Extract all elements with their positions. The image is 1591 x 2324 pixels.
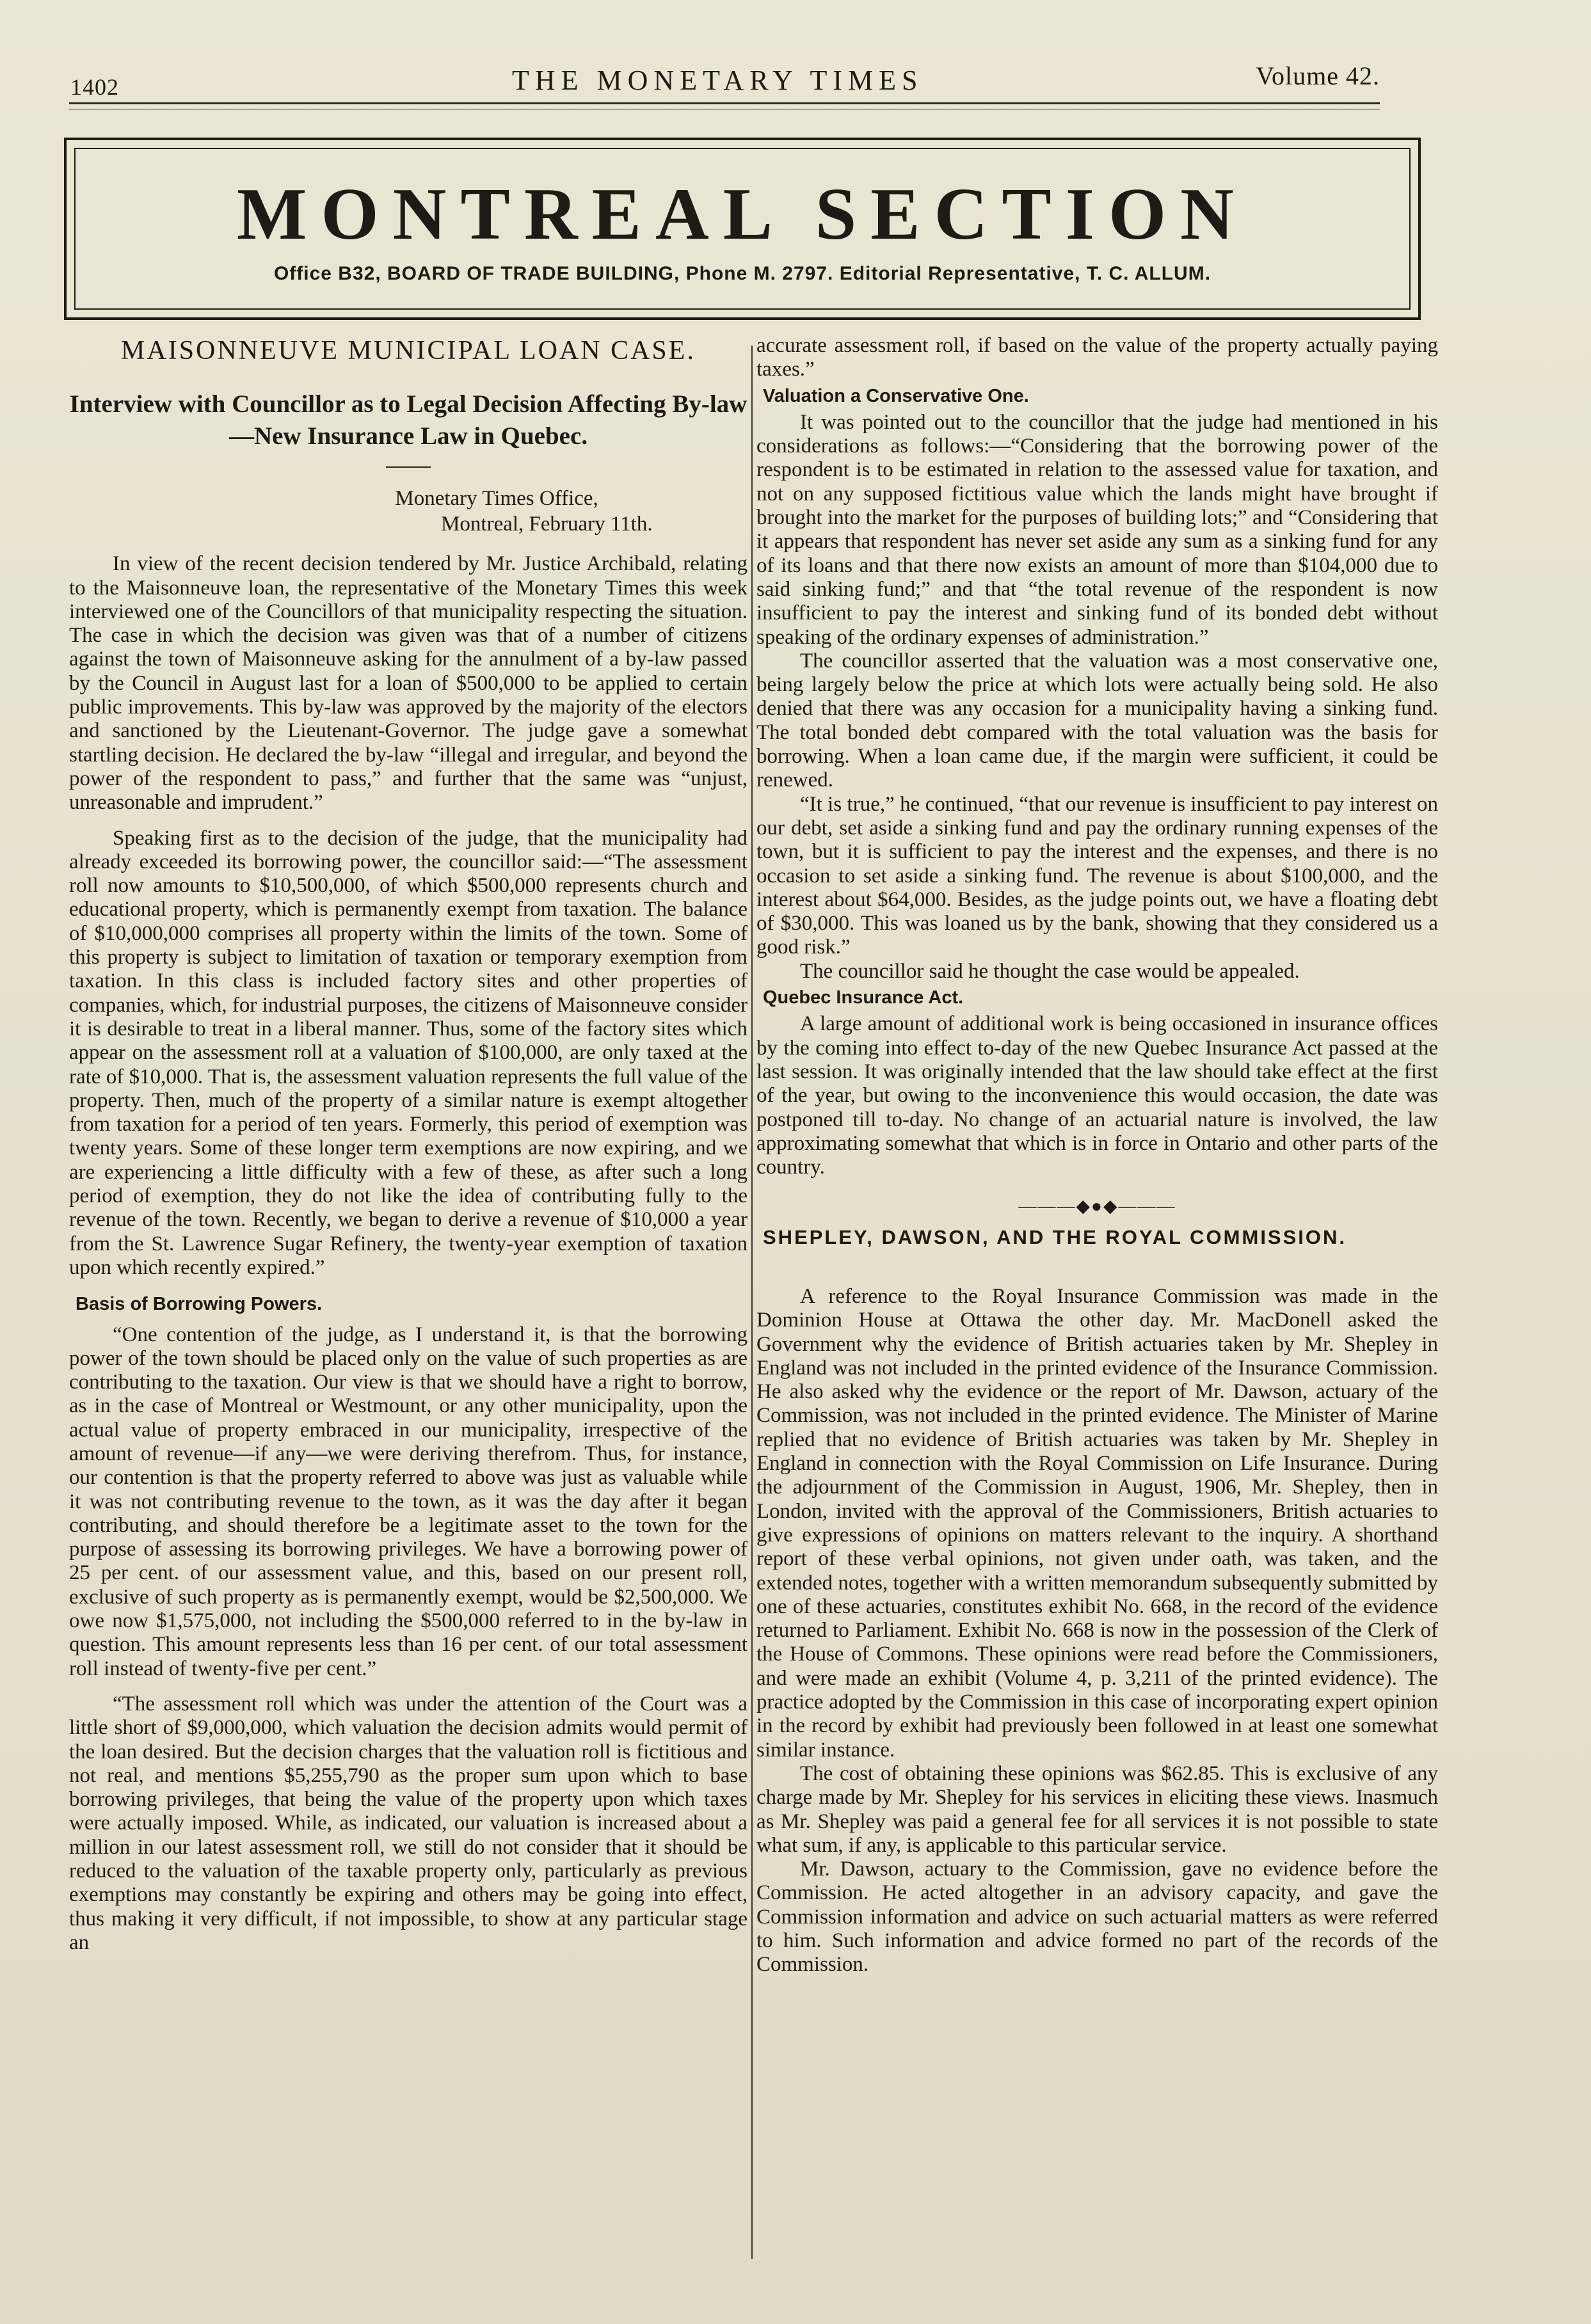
masthead: THE MONETARY TIMES xyxy=(512,65,923,96)
section-office-line: Office B32, BOARD OF TRADE BUILDING, Phone M. 2797. Editorial Representative, T. C. ALLUM. xyxy=(273,263,1211,284)
article-paragraph: The cost of obtaining these opinions was $62.85. This is exclusive of any charge made by Mr. Shepley for his services in eliciting these views. Inasmuch as Mr. Shepley was paid a general fee for all services it is not possible to state what sum, if any, is applicable to this particular service. xyxy=(756,1762,1438,1857)
subheading: Valuation a Conservative One. xyxy=(763,385,1029,406)
volume-label: Volume 42. xyxy=(1256,61,1380,90)
article-paragraph: Mr. Dawson, actuary to the Commission, gave no evidence before the Commission. He acted altogether in an advisory capacity, and gave the Commission information and advice on such actuarial matters as were referred to him. Such information and advice formed no part of the records of the Commission. xyxy=(756,1858,1438,1977)
column-divider xyxy=(751,346,753,2259)
article-paragraph: “One contention of the judge, as I understand it, is that the borrowing power of the town should be placed only on the value of such properties as are contributing to the taxation. Our view is that we should have a right to borrow, as in the case of Montreal or Westmount, or any other municipality, upon the actual value of property embraced in our municipality, irrespective of the amount of revenue—if any—we were deriving therefrom. Thus, for instance, our contention is that the property referred to above was just as valuable while it was not contributing revenue to the town, as it was the day after it began contributing, and should therefore be a legitimate asset to the town for the purpose of assessing its borrowing privileges. We have a borrowing power of 25 per cent. of our assessment value, and this, based on our present roll, exclusive of such property as is permanently exempt, would be $2,500,000. We owe now $1,575,000, not including the $500,000 referred to in the by-law in question. This amount represents less than 16 per cent. of our total assessment roll instead of twenty-five per cent.” xyxy=(69,1323,748,1680)
article-paragraph: “The assessment roll which was under the attention of the Court was a little short of $9,000,000, which valuation the decision admits would permit of the loan desired. But the decision charges that the valuation roll is fictitious and not real, and mentions $5,255,790 as the proper sum upon which to base borrowing privileges, that being the value of the property upon which taxes were actually imposed. While, as indicated, our valuation is increased about a million in our latest assessment roll, we still do not consider that it should be reduced to the valuation of the taxable property only, particularly as previous exemptions may constantly be expiring and others may be going into effect, thus making it very difficult, if not impossible, to show at any particular stage an xyxy=(69,1692,748,1954)
article-paragraph: “It is true,” he continued, “that our revenue is insufficient to pay interest on our debt, set aside a sinking fund and pay the ordinary running expenses of the town, but it is sufficient to pay the interest and the expenses, and there is no occasion to set aside a sinking fund. The revenue is about $100,000, and the interest about $64,000. Besides, as the judge points out, we have a floating debt of $30,000. This was loaned us by the bank, showing that they considered us a good risk.” xyxy=(756,792,1438,959)
subheading: Quebec Insurance Act. xyxy=(763,987,964,1008)
page-number: 1402 xyxy=(70,74,119,100)
running-head xyxy=(70,61,1380,99)
article-paragraph: The councillor said he thought the case would be appealed. xyxy=(800,959,1300,983)
article-paragraph: The councillor asserted that the valuation was a most conservative one, being largely below the price at which lots were actually being sold. He also denied that there was any occasion for a municipality having a sinking fund. The total bonded debt compared with the total valuation was the basis for borrowing. When a loan came due, if the margin were sufficient, it could be renewed. xyxy=(756,649,1438,792)
article-deck: Interview with Councillor as to Legal Decision Affecting By-law—New Insurance Law in Quebec. xyxy=(69,390,748,450)
subheading: Basis of Borrowing Powers. xyxy=(76,1294,323,1315)
article-paragraph: Speaking first as to the decision of the judge, that the municipality had already exceeded its borrowing power, the councillor said:—“The assessment roll now amounts to $10,500,000, of which $500,000 represents church and educational property, which is permanently exempt from taxation. The balance of $10,000,000 comprises all property within the limits of the town. Some of this property is subject to limitation of taxation or temporary exemption from taxation. In this class is included factory sites and other properties of companies, which, for industrial purposes, the citizens of Maisonneuve consider it is desirable to treat in a liberal manner. Thus, some of the factory sites which appear on the assessment roll at a valuation of $100,000, are only taxed at the rate of $10,000. That is, the assessment valuation represents the full value of the property. Then, much of the property of a similar nature is exempt altogether from taxation for a period of ten years. Formerly, this period of exemption was twenty years. Some of these longer term exemptions are now expiring, and we are experiencing a little difficulty with a few of these, as after such a long period of exemption, they do not like the idea of contributing fully to the revenue of the town. Recently, we began to derive a revenue of $10,000 a year from the St. Lawrence Sugar Refinery, the twenty-year exemption of taxation upon which recently expired.” xyxy=(69,826,748,1279)
dateline-date: Montreal, February 11th. xyxy=(441,513,653,536)
article-paragraph: In view of the recent decision tendered by Mr. Justice Archibald, relating to the Maisonneuve loan, the representative of the Monetary Times this week interviewed one of the Councillors of that municipality respecting the situation. The case in which the decision was given was that of a number of citizens against the town of Maisonneuve asking for the annulment of a by-law passed by the Council in August last for a loan of $500,000 to be applied to certain public improvements. This by-law was approved by the majority of the electors and sanctioned by the Lieutenant-Governor. The judge gave a somewhat startling decision. He declared the by-law “illegal and irregular, and beyond the power of the respondent to pass,” and further that the same was “unjust, unreasonable and imprudent.” xyxy=(69,552,748,815)
article-headline: MAISONNEUVE MUNICIPAL LOAN CASE. xyxy=(121,336,696,365)
article-paragraph: accurate assessment roll, if based on the value of the property actually paying taxes.” xyxy=(756,334,1438,381)
article-headline-2: SHEPLEY, DAWSON, AND THE ROYAL COMMISSION. xyxy=(763,1225,1347,1248)
article-paragraph: A large amount of additional work is being occasioned in insurance offices by the coming into effect to-day of the new Quebec Insurance Act passed at the last session. It was originally intended that the law should take effect at the first of the year, but owing to the inconvenience this would occasion, the date was postponed till to-day. No change of an actuarial nature is involved, the law approximating somewhat that which is in force in Ontario and other parts of the country. xyxy=(756,1012,1438,1179)
section-ornament: ———◆●◆——— xyxy=(1018,1197,1176,1217)
dateline-office: Monetary Times Office, xyxy=(395,487,598,511)
deck-rule xyxy=(386,466,431,468)
right-column xyxy=(756,334,1438,1977)
section-title: MONTREAL SECTION xyxy=(237,173,1248,255)
section-banner xyxy=(64,138,1421,320)
article-paragraph: It was pointed out to the councillor that the judge had mentioned in his considerations as follows:—“Considering that the borrowing power of the respondent is to be estimated in relation to the assessed value for taxation, and not on any supposed fictitious value which the lands might have brought if brought into the market for the purposes of building lots;” and “Considering that it appears that respondent has never set aside any sum as a sinking fund for any of its loans and that there now exists an amount of more than $104,000 due to said sinking fund;” and that “the total revenue of the respondent is now insufficient to pay the interest and sinking fund of its bonded debt without speaking of the ordinary expenses of administration.” xyxy=(756,410,1438,649)
article-paragraph: A reference to the Royal Insurance Commission was made in the Dominion House at Ottawa the other day. Mr. MacDonell asked the Government why the evidence of British actuaries taken by Mr. Shepley in England was not included in the printed evidence of the Insurance Commission. He also asked why the evidence or the report of Mr. Dawson, actuary of the Commission, was not included in the printed evidence. The Minister of Marine replied that no evidence of British actuaries was taken by Mr. Shepley in England in connection with the Royal Commission on Life Insurance. During the adjournment of the Commission in August, 1906, Mr. Shepley, then in London, invited with the approval of the Commissioners, British actuaries to give expressions of opinions on matters relevant to the inquiry. A shorthand report of these verbal opinions, not given under oath, was taken, and the extended notes, together with a written memorandum subsequently submitted by one of these actuaries, constitutes exhibit No. 668, in the record of the evidence returned to Parliament. Exhibit No. 668 is now in the possession of the Clerk of the House of Commons. These opinions were read before the Commissioners, and were made an exhibit (Volume 4, p. 3,211 of the printed evidence). The practice adopted by the Commission in this case of incorporating expert opinion in the record by exhibit had previously been followed in at least one somewhat similar instance. xyxy=(756,1284,1438,1762)
left-column xyxy=(69,336,748,1955)
header-rule xyxy=(69,102,1380,104)
